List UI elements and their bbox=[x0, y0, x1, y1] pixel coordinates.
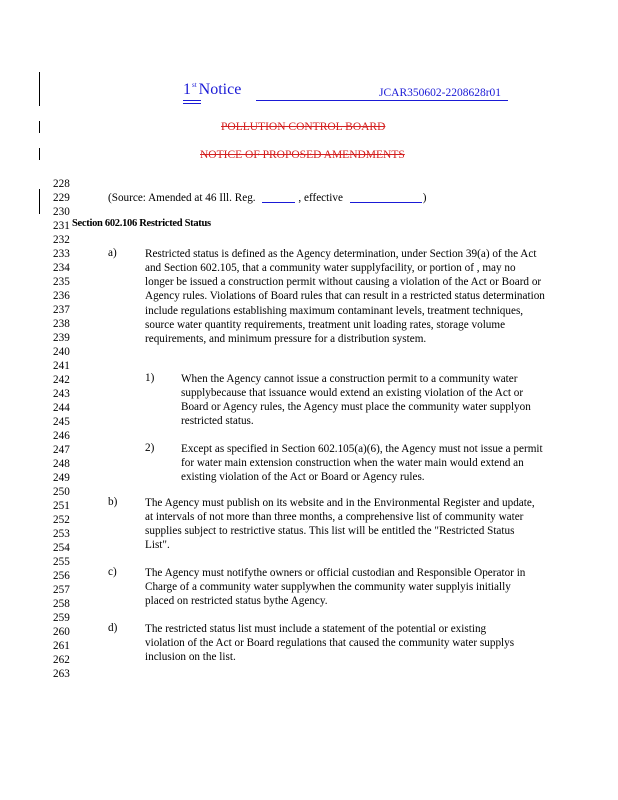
line-number: 233 bbox=[53, 248, 70, 260]
section-heading: Section 602.106 Restricted Status bbox=[72, 218, 211, 229]
line-number: 262 bbox=[53, 654, 70, 666]
line-number: 263 bbox=[53, 668, 70, 680]
line-number: 244 bbox=[53, 402, 70, 414]
notice-underline bbox=[183, 100, 201, 101]
line-number: 250 bbox=[53, 486, 70, 498]
line-number: 230 bbox=[53, 206, 70, 218]
source-middle: , effective bbox=[298, 192, 346, 204]
change-bar bbox=[39, 121, 40, 133]
jcar-code: JCAR350602-2208628r01 bbox=[379, 87, 502, 99]
notice-suffix: st bbox=[192, 81, 197, 89]
line-number: 249 bbox=[53, 472, 70, 484]
line-number: 253 bbox=[53, 528, 70, 540]
line-number: 252 bbox=[53, 514, 70, 526]
source-prefix: (Source: Amended at 46 Ill. Reg. bbox=[108, 192, 259, 204]
change-bar bbox=[39, 72, 40, 106]
line-number: 260 bbox=[53, 626, 70, 638]
item-label: b) bbox=[108, 496, 118, 508]
line-number: 258 bbox=[53, 598, 70, 610]
line-number: 247 bbox=[53, 444, 70, 456]
item-label: d) bbox=[108, 622, 118, 634]
notice-title: NOTICE OF PROPOSED AMENDMENTS bbox=[200, 149, 405, 161]
line-number: 246 bbox=[53, 430, 70, 442]
item-a2-text: Except as specified in Section 602.105(a)(6), the Agency must not issue a permit for water main extension construction when the water main would extend an existing violation of the Act or Board or Agency rules. bbox=[181, 443, 543, 484]
line-number: 243 bbox=[53, 388, 70, 400]
line-number: 261 bbox=[53, 640, 70, 652]
item-d-text: The restricted status list must include a statement of the potential or existing violation of the Act or Board regulations that caused the community water supplys inclusion on the list. bbox=[145, 623, 515, 664]
line-number: 238 bbox=[53, 318, 70, 330]
line-number: 228 bbox=[53, 178, 70, 190]
change-bar bbox=[39, 189, 40, 214]
line-numbers bbox=[53, 177, 70, 681]
item-c-text: The Agency must notifythe owners or official custodian and Responsible Operator in Charge of a community water supplywhen the community water supplyis initially placed on restricted status bythe Agency. bbox=[145, 567, 526, 608]
line-number: 232 bbox=[53, 234, 70, 246]
notice-underline bbox=[183, 103, 201, 104]
source-note bbox=[108, 191, 426, 205]
line-number: 257 bbox=[53, 584, 70, 596]
line-number: 259 bbox=[53, 612, 70, 624]
line-number: 236 bbox=[53, 290, 70, 302]
notice-label: Notice bbox=[198, 81, 242, 98]
line-number: 242 bbox=[53, 374, 70, 386]
line-number: 256 bbox=[53, 570, 70, 582]
item-a1-text: When the Agency cannot issue a construction permit to a community water supplybecause that issuance would extend an existing violation of the Act or Board or Agency rules, the Agency must place the community water supplyon restricted status. bbox=[181, 373, 531, 428]
reg-blank bbox=[262, 192, 295, 203]
line-number: 235 bbox=[53, 276, 70, 288]
line-number: 254 bbox=[53, 542, 70, 554]
header-rule bbox=[256, 100, 508, 101]
item-label: 1) bbox=[145, 372, 155, 384]
line-number: 239 bbox=[53, 332, 70, 344]
item-b-text: The Agency must publish on its website and in the Environmental Register and update, at intervals of not more than three months, a comprehensive list of community water supplies subject to restrictive status. This list will be entitled the "Restricted Status List". bbox=[145, 497, 535, 552]
change-bar bbox=[39, 148, 40, 160]
line-number: 248 bbox=[53, 458, 70, 470]
line-number: 251 bbox=[53, 500, 70, 512]
line-number: 245 bbox=[53, 416, 70, 428]
line-number: 237 bbox=[53, 304, 70, 316]
line-number: 229 bbox=[53, 192, 70, 204]
item-a-text: Restricted status is defined as the Agency determination, under Section 39(a) of the Act and Section 602.105, that a community water supplyfacility, or portion of , may no longer be issued a construction permit without causing a violation of the Act or Board or Agency rules. Violations of Board rules that can result in a restricted status determination include regulations establishing maximum contaminant levels, treatment techniques, source water quantity requirements, treatment unit loading rates, storage volume requirements, and minimum pressure for a distribution system. bbox=[145, 248, 545, 345]
line-number: 234 bbox=[53, 262, 70, 274]
line-number: 240 bbox=[53, 346, 70, 358]
notice-number: 1 bbox=[183, 81, 191, 98]
board-name: POLLUTION CONTROL BOARD bbox=[221, 121, 386, 133]
item-label: 2) bbox=[145, 442, 155, 454]
line-number: 231 bbox=[53, 220, 70, 232]
notice-heading bbox=[183, 81, 241, 99]
item-label: a) bbox=[108, 247, 117, 259]
line-number: 241 bbox=[53, 360, 70, 372]
effective-blank bbox=[350, 192, 422, 203]
source-suffix: ) bbox=[422, 192, 427, 204]
line-number: 255 bbox=[53, 556, 70, 568]
item-label: c) bbox=[108, 566, 117, 578]
